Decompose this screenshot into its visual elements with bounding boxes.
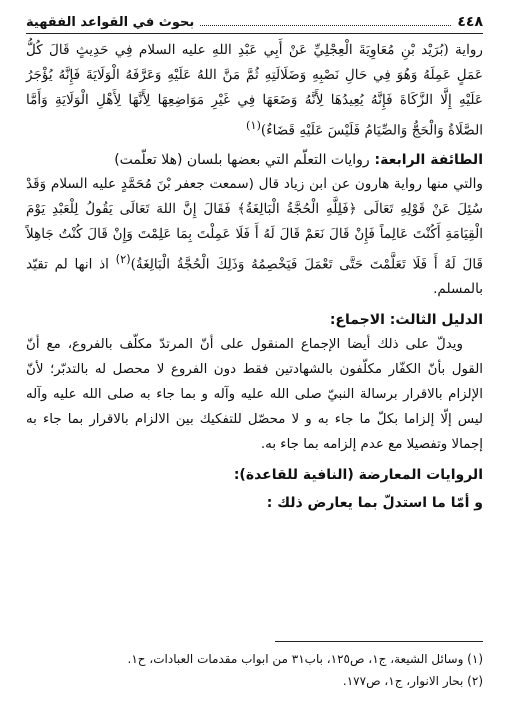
- group-4-title: روايات التعلّم التي بعضها بلسان (هلا تعلّمت): [114, 151, 370, 168]
- group-4-heading: [26, 148, 483, 172]
- section-3-paragraph: ويدلّ على ذلك أيضا الإجماع المنقول على أنّ المرتدّ مكلّف بالفروع، مع أنّ القول بأنّ الكفّار مكلّفون بالشهادتين فقط دون الفروع لا محصل له بالتدبّر؛ لأنّ الإلزام بالاقرار برسالة النبيّ صلى الله عليه وآله و بما جاء به صلى الله عليه وآله ليس إلّا إلزاما بكلّ ما جاء به و لا محصّل للتفكيك بين الالزام بالاقرار بما جاء به إجمالا وتفصيلا مع عدم إلزامه بما جاء به.: [26, 337, 483, 453]
- section-4-heading: الروايات المعارضة (النافية للقاعدة):: [233, 467, 483, 484]
- footnote-1: (١) وسائل الشيعة، ج١، ص١٢٥، باب٣١ من ابواب مقدمات العبادات، ح١.: [127, 652, 483, 666]
- section-3-heading: الدليل الثالث: الاجماع:: [329, 312, 483, 329]
- footnote-ref-1: (١): [245, 118, 261, 132]
- header-dot-leader: [200, 25, 451, 26]
- footnotes: [26, 648, 483, 692]
- section-4-line: و أمّا ما استدلّ بما يعارض ذلك :: [266, 495, 483, 512]
- group-4-label: الطائفة الرابعة:: [374, 151, 483, 168]
- footnote-ref-2: (٢): [115, 251, 131, 266]
- running-title: بحوث في القواعد الفقهية: [26, 15, 195, 30]
- footnote-2: (٢) بحار الانوار، ج١، ص١٧٧.: [342, 674, 483, 688]
- quote-2-tail: اذ انها لم تقيّد بالمسلم.: [26, 256, 483, 298]
- header-rule: [26, 33, 483, 34]
- footnote-rule: [275, 641, 483, 642]
- page-header: [26, 14, 483, 33]
- quote-2-text: وَقَدْ سُئِلَ عَنْ قَوْلِهِ تَعَالَى ﴿فَلِلَّهِ الْحُجَّةُ الْبَالِغَةُ﴾ فَقَالَ إِنَّ اللهَ تَعَالَى يَقُولُ لِلْعَبْدِ يَوْمَ الْقِيَامَةِ أَكُنْتَ عَالِماً فَإِنْ قَالَ نَعَمْ قَالَ لَهُ أَ فَلَا عَمِلْتَ بِمَا عَلِمْتَ وَإِنْ قَالَ كُنْتُ جَاهِلاً قَالَ لَهُ أَ فَلَا تَعَلَّمْتَ حَتَّى تَعْمَلَ فَيَخْصِمُهُ وَذَلِكَ الْحُجَّةُ الْبَالِغَةُ): [26, 175, 483, 273]
- quote-narration-1: [26, 38, 483, 144]
- quote-narration-2: [26, 172, 483, 303]
- page-number: ٤٤٨: [457, 14, 483, 30]
- quote-2-intro: والتي منها رواية هارون عن ابن زياد قال (سمعت جعفر بْنَ مُحَمَّدٍ عليه السلام: [50, 175, 483, 192]
- quote-1-text: رواية (بُرَيْد بْنِ مُعَاوِيَةَ الْعِجْلِيِّ عَنْ أَبِي عَبْدِ اللهِ عليه السلام فِي حَدِيثٍ قَالَ كُلُّ عَمَلٍ عَمِلَهُ وَهُوَ فِي حَالِ نَصْبِهِ وَضَلَالَتِهِ ثُمَّ مَنَّ اللهُ عَلَيْهِ وَعَرَّفَهُ الْوَلَايَةَ فَإِنَّهُ يُؤْجَرُ عَلَيْهِ إِلَّا الزَّكَاةَ فَإِنَّهُ يُعِيدُهَا لِأَنَّهُ وَضَعَهَا فِي غَيْرِ مَوَاضِعِهَا لِأَنَّهَا لِأَهْلِ الْوَلَايَةِ وَأَمَّا الصَّلَاةُ وَالْحَجُّ وَالصِّيَامُ فَلَيْسَ عَلَيْهِ قَضَاءٌ): [26, 42, 483, 139]
